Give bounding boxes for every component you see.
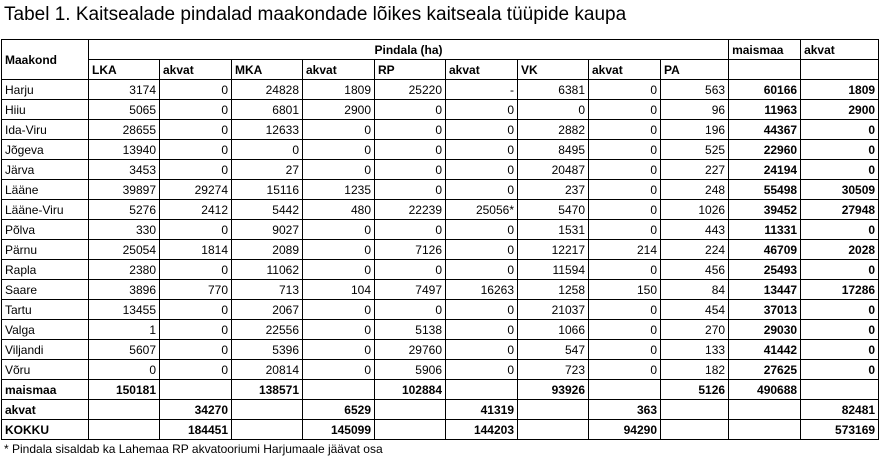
total-cell: 82481	[801, 400, 879, 420]
table-cell: 5470	[518, 200, 589, 220]
table-cell: 11331	[729, 220, 801, 240]
table-cell: 0	[375, 140, 446, 160]
table-cell: 39452	[729, 200, 801, 220]
table-cell: 0	[375, 180, 446, 200]
table-cell: 0	[303, 120, 375, 140]
table-row	[2, 280, 879, 300]
header-maismaa: maismaa	[729, 40, 801, 60]
table-cell: 196	[661, 120, 729, 140]
header-akvat: akvat	[801, 40, 879, 60]
table-cell: 46709	[729, 240, 801, 260]
table-cell: 27	[232, 160, 303, 180]
table-cell: 214	[589, 240, 661, 260]
total-label: maismaa	[2, 380, 89, 400]
footnote: * Pindala sisaldab ka Lahemaa RP akvatooriumi Harjumaale jäävat osa	[4, 442, 383, 456]
table-cell: 0	[303, 220, 375, 240]
table-cell: 37013	[729, 300, 801, 320]
table-cell: 5442	[232, 200, 303, 220]
table-cell: 224	[661, 240, 729, 260]
table-cell: 227	[661, 160, 729, 180]
table-row	[2, 220, 879, 240]
table-cell: 16263	[446, 280, 518, 300]
table-cell: 480	[303, 200, 375, 220]
table-cell: 5607	[89, 340, 160, 360]
table-cell: 2412	[160, 200, 232, 220]
table-cell: 454	[661, 300, 729, 320]
table-cell: 2882	[518, 120, 589, 140]
table-cell: 0	[446, 340, 518, 360]
table-cell: 0	[160, 100, 232, 120]
table-cell: 27948	[801, 200, 879, 220]
table-cell: 0	[801, 220, 879, 240]
subheader-empty	[729, 60, 801, 80]
table-cell: 0	[589, 180, 661, 200]
table-cell: -	[446, 80, 518, 100]
total-cell	[232, 420, 303, 440]
total-cell	[589, 380, 661, 400]
table-cell: 0	[446, 240, 518, 260]
total-cell: 93926	[518, 380, 589, 400]
table-cell: 0	[375, 160, 446, 180]
table-cell: 28655	[89, 120, 160, 140]
table-row	[2, 120, 879, 140]
table-cell: 7126	[375, 240, 446, 260]
table-cell: 29274	[160, 180, 232, 200]
table-cell: 0	[801, 320, 879, 340]
table-cell: 0	[801, 160, 879, 180]
table-cell: 25493	[729, 260, 801, 280]
table-cell: 30509	[801, 180, 879, 200]
table-cell: 8495	[518, 140, 589, 160]
table-cell: 0	[303, 320, 375, 340]
table-row	[2, 360, 879, 380]
table-row	[2, 200, 879, 220]
table-cell: 11963	[729, 100, 801, 120]
header-pindala: Pindala (ha)	[89, 40, 729, 60]
table-cell: 41442	[729, 340, 801, 360]
table-cell: 0	[589, 320, 661, 340]
table-cell: 2028	[801, 240, 879, 260]
subheader-akvat: akvat	[589, 60, 661, 80]
subheader-empty	[801, 60, 879, 80]
table-cell: 13447	[729, 280, 801, 300]
table-cell: 11594	[518, 260, 589, 280]
county-name: Pärnu	[2, 240, 89, 260]
table-cell: 0	[446, 140, 518, 160]
table-cell: 0	[446, 320, 518, 340]
header-maakond: Maakond	[2, 40, 89, 80]
subheader-lka: LKA	[89, 60, 160, 80]
table-cell: 0	[518, 100, 589, 120]
table-cell: 1026	[661, 200, 729, 220]
subheader-rp: RP	[375, 60, 446, 80]
table-row	[2, 160, 879, 180]
table-cell: 0	[801, 300, 879, 320]
table-cell: 0	[160, 80, 232, 100]
total-cell: 150181	[89, 380, 160, 400]
table-cell: 20487	[518, 160, 589, 180]
table-cell: 84	[661, 280, 729, 300]
table-cell: 270	[661, 320, 729, 340]
table-cell: 547	[518, 340, 589, 360]
table-cell: 0	[446, 220, 518, 240]
table-cell: 5906	[375, 360, 446, 380]
table-cell: 0	[160, 340, 232, 360]
county-name: Rapla	[2, 260, 89, 280]
total-cell: 138571	[232, 380, 303, 400]
table-cell: 456	[661, 260, 729, 280]
table-cell: 5396	[232, 340, 303, 360]
table-cell: 3453	[89, 160, 160, 180]
table-cell: 5065	[89, 100, 160, 120]
table-row	[2, 80, 879, 100]
header-row-1	[2, 40, 879, 60]
table-cell: 13940	[89, 140, 160, 160]
table-row	[2, 300, 879, 320]
table-cell: 29030	[729, 320, 801, 340]
table-cell: 0	[160, 300, 232, 320]
table-cell: 0	[160, 320, 232, 340]
table-cell: 11062	[232, 260, 303, 280]
table-cell: 6801	[232, 100, 303, 120]
table-cell: 20814	[232, 360, 303, 380]
total-cell	[729, 420, 801, 440]
table-cell: 27625	[729, 360, 801, 380]
table-cell: 5138	[375, 320, 446, 340]
total-row-maismaa	[2, 380, 879, 400]
table-cell: 29760	[375, 340, 446, 360]
table-cell: 0	[160, 140, 232, 160]
total-cell	[160, 380, 232, 400]
table-cell: 96	[661, 100, 729, 120]
county-name: Harju	[2, 80, 89, 100]
table-cell: 0	[303, 360, 375, 380]
table-cell: 9027	[232, 220, 303, 240]
total-cell: 490688	[729, 380, 801, 400]
table-cell: 0	[160, 260, 232, 280]
subheader-akvat: akvat	[303, 60, 375, 80]
total-row-kokku	[2, 420, 879, 440]
table-cell: 1	[89, 320, 160, 340]
table-cell: 713	[232, 280, 303, 300]
table-cell: 0	[303, 140, 375, 160]
table-cell: 55498	[729, 180, 801, 200]
table-cell: 0	[446, 300, 518, 320]
table-cell: 0	[303, 340, 375, 360]
table-cell: 0	[303, 240, 375, 260]
table-cell: 0	[589, 100, 661, 120]
table-cell: 104	[303, 280, 375, 300]
table-cell: 0	[303, 160, 375, 180]
table-cell: 5276	[89, 200, 160, 220]
county-name: Saare	[2, 280, 89, 300]
table-cell: 770	[160, 280, 232, 300]
table-cell: 0	[589, 360, 661, 380]
total-cell	[801, 380, 879, 400]
table-cell: 0	[589, 300, 661, 320]
table-row	[2, 100, 879, 120]
table-cell: 0	[446, 160, 518, 180]
county-name: Tartu	[2, 300, 89, 320]
table-cell: 2900	[801, 100, 879, 120]
table-cell: 0	[589, 120, 661, 140]
total-cell: 5126	[661, 380, 729, 400]
subheader-mka: MKA	[232, 60, 303, 80]
table-cell: 0	[589, 260, 661, 280]
total-cell	[661, 420, 729, 440]
table-cell: 0	[160, 220, 232, 240]
total-row-akvat	[2, 400, 879, 420]
total-cell: 144203	[446, 420, 518, 440]
table-cell: 1809	[303, 80, 375, 100]
table-cell: 0	[303, 260, 375, 280]
county-name: Valga	[2, 320, 89, 340]
table-cell: 15116	[232, 180, 303, 200]
table-cell: 13455	[89, 300, 160, 320]
total-cell: 6529	[303, 400, 375, 420]
table-cell: 1258	[518, 280, 589, 300]
table-title: Tabel 1. Kaitsealade pindalad maakondade lõikes kaitseala tüüpide kaupa	[4, 4, 627, 25]
table-cell: 1235	[303, 180, 375, 200]
table-cell: 22960	[729, 140, 801, 160]
total-cell: 363	[589, 400, 661, 420]
table-cell: 0	[446, 180, 518, 200]
table-cell: 0	[589, 160, 661, 180]
table-row	[2, 240, 879, 260]
table-cell: 39897	[89, 180, 160, 200]
table-cell: 182	[661, 360, 729, 380]
total-label: akvat	[2, 400, 89, 420]
table-cell: 2089	[232, 240, 303, 260]
total-cell	[518, 400, 589, 420]
table-cell: 0	[589, 200, 661, 220]
table-cell: 25056*	[446, 200, 518, 220]
table-cell: 150	[589, 280, 661, 300]
table-cell: 3896	[89, 280, 160, 300]
table-cell: 0	[801, 260, 879, 280]
table-cell: 0	[589, 340, 661, 360]
table-cell: 22239	[375, 200, 446, 220]
table-cell: 0	[446, 360, 518, 380]
total-cell: 145099	[303, 420, 375, 440]
table-cell: 0	[801, 360, 879, 380]
total-cell: 184451	[160, 420, 232, 440]
total-cell	[375, 400, 446, 420]
county-name: Jõgeva	[2, 140, 89, 160]
table-cell: 0	[446, 260, 518, 280]
table-cell: 237	[518, 180, 589, 200]
table-cell: 24828	[232, 80, 303, 100]
subheader-akvat: akvat	[446, 60, 518, 80]
table-cell: 12217	[518, 240, 589, 260]
county-name: Lääne	[2, 180, 89, 200]
table-cell: 0	[232, 140, 303, 160]
total-cell: 94290	[589, 420, 661, 440]
total-cell: 102884	[375, 380, 446, 400]
table-cell: 133	[661, 340, 729, 360]
total-cell: 34270	[160, 400, 232, 420]
table-cell: 25054	[89, 240, 160, 260]
county-name: Võru	[2, 360, 89, 380]
county-name: Lääne-Viru	[2, 200, 89, 220]
table-cell: 0	[375, 120, 446, 140]
table-cell: 443	[661, 220, 729, 240]
total-cell	[89, 400, 160, 420]
table-cell: 0	[375, 260, 446, 280]
table-cell: 22556	[232, 320, 303, 340]
total-cell	[518, 420, 589, 440]
total-cell	[729, 400, 801, 420]
table-row	[2, 320, 879, 340]
county-name: Põlva	[2, 220, 89, 240]
table-cell: 0	[589, 220, 661, 240]
table-cell: 44367	[729, 120, 801, 140]
subheader-vk: VK	[518, 60, 589, 80]
table-cell: 0	[375, 300, 446, 320]
total-cell	[303, 380, 375, 400]
table-cell: 12633	[232, 120, 303, 140]
total-cell	[232, 400, 303, 420]
table-cell: 0	[375, 220, 446, 240]
total-cell	[89, 420, 160, 440]
table-cell: 0	[160, 360, 232, 380]
table-cell: 0	[801, 140, 879, 160]
table-cell: 0	[160, 120, 232, 140]
county-name: Hiiu	[2, 100, 89, 120]
table-cell: 0	[589, 140, 661, 160]
total-cell: 41319	[446, 400, 518, 420]
table-cell: 1531	[518, 220, 589, 240]
table-cell: 0	[375, 100, 446, 120]
table-cell: 723	[518, 360, 589, 380]
table-cell: 0	[446, 100, 518, 120]
table-cell: 1066	[518, 320, 589, 340]
table-cell: 0	[801, 340, 879, 360]
table-cell: 1809	[801, 80, 879, 100]
header-row-2	[2, 60, 879, 80]
table-cell: 24194	[729, 160, 801, 180]
total-cell	[661, 400, 729, 420]
table-cell: 1814	[160, 240, 232, 260]
table-cell: 17286	[801, 280, 879, 300]
table-row	[2, 260, 879, 280]
table-cell: 7497	[375, 280, 446, 300]
table-cell: 248	[661, 180, 729, 200]
protected-areas-table	[1, 39, 879, 440]
county-name: Viljandi	[2, 340, 89, 360]
table-cell: 0	[589, 80, 661, 100]
table-cell: 563	[661, 80, 729, 100]
total-label: KOKKU	[2, 420, 89, 440]
table-cell: 3174	[89, 80, 160, 100]
subheader-akvat: akvat	[160, 60, 232, 80]
table-row	[2, 340, 879, 360]
total-cell: 573169	[801, 420, 879, 440]
table-row	[2, 180, 879, 200]
total-cell	[375, 420, 446, 440]
table-cell: 21037	[518, 300, 589, 320]
table-cell: 0	[89, 360, 160, 380]
table-cell: 0	[801, 120, 879, 140]
table-cell: 525	[661, 140, 729, 160]
table-cell: 6381	[518, 80, 589, 100]
table-cell: 2380	[89, 260, 160, 280]
table-cell: 0	[303, 300, 375, 320]
total-cell	[446, 380, 518, 400]
table-cell: 0	[446, 120, 518, 140]
table-cell: 2900	[303, 100, 375, 120]
table-cell: 25220	[375, 80, 446, 100]
county-name: Ida-Viru	[2, 120, 89, 140]
table-row	[2, 140, 879, 160]
subheader-pa: PA	[661, 60, 729, 80]
table-cell: 0	[160, 160, 232, 180]
table-cell: 330	[89, 220, 160, 240]
county-name: Järva	[2, 160, 89, 180]
table-cell: 60166	[729, 80, 801, 100]
table-cell: 2067	[232, 300, 303, 320]
